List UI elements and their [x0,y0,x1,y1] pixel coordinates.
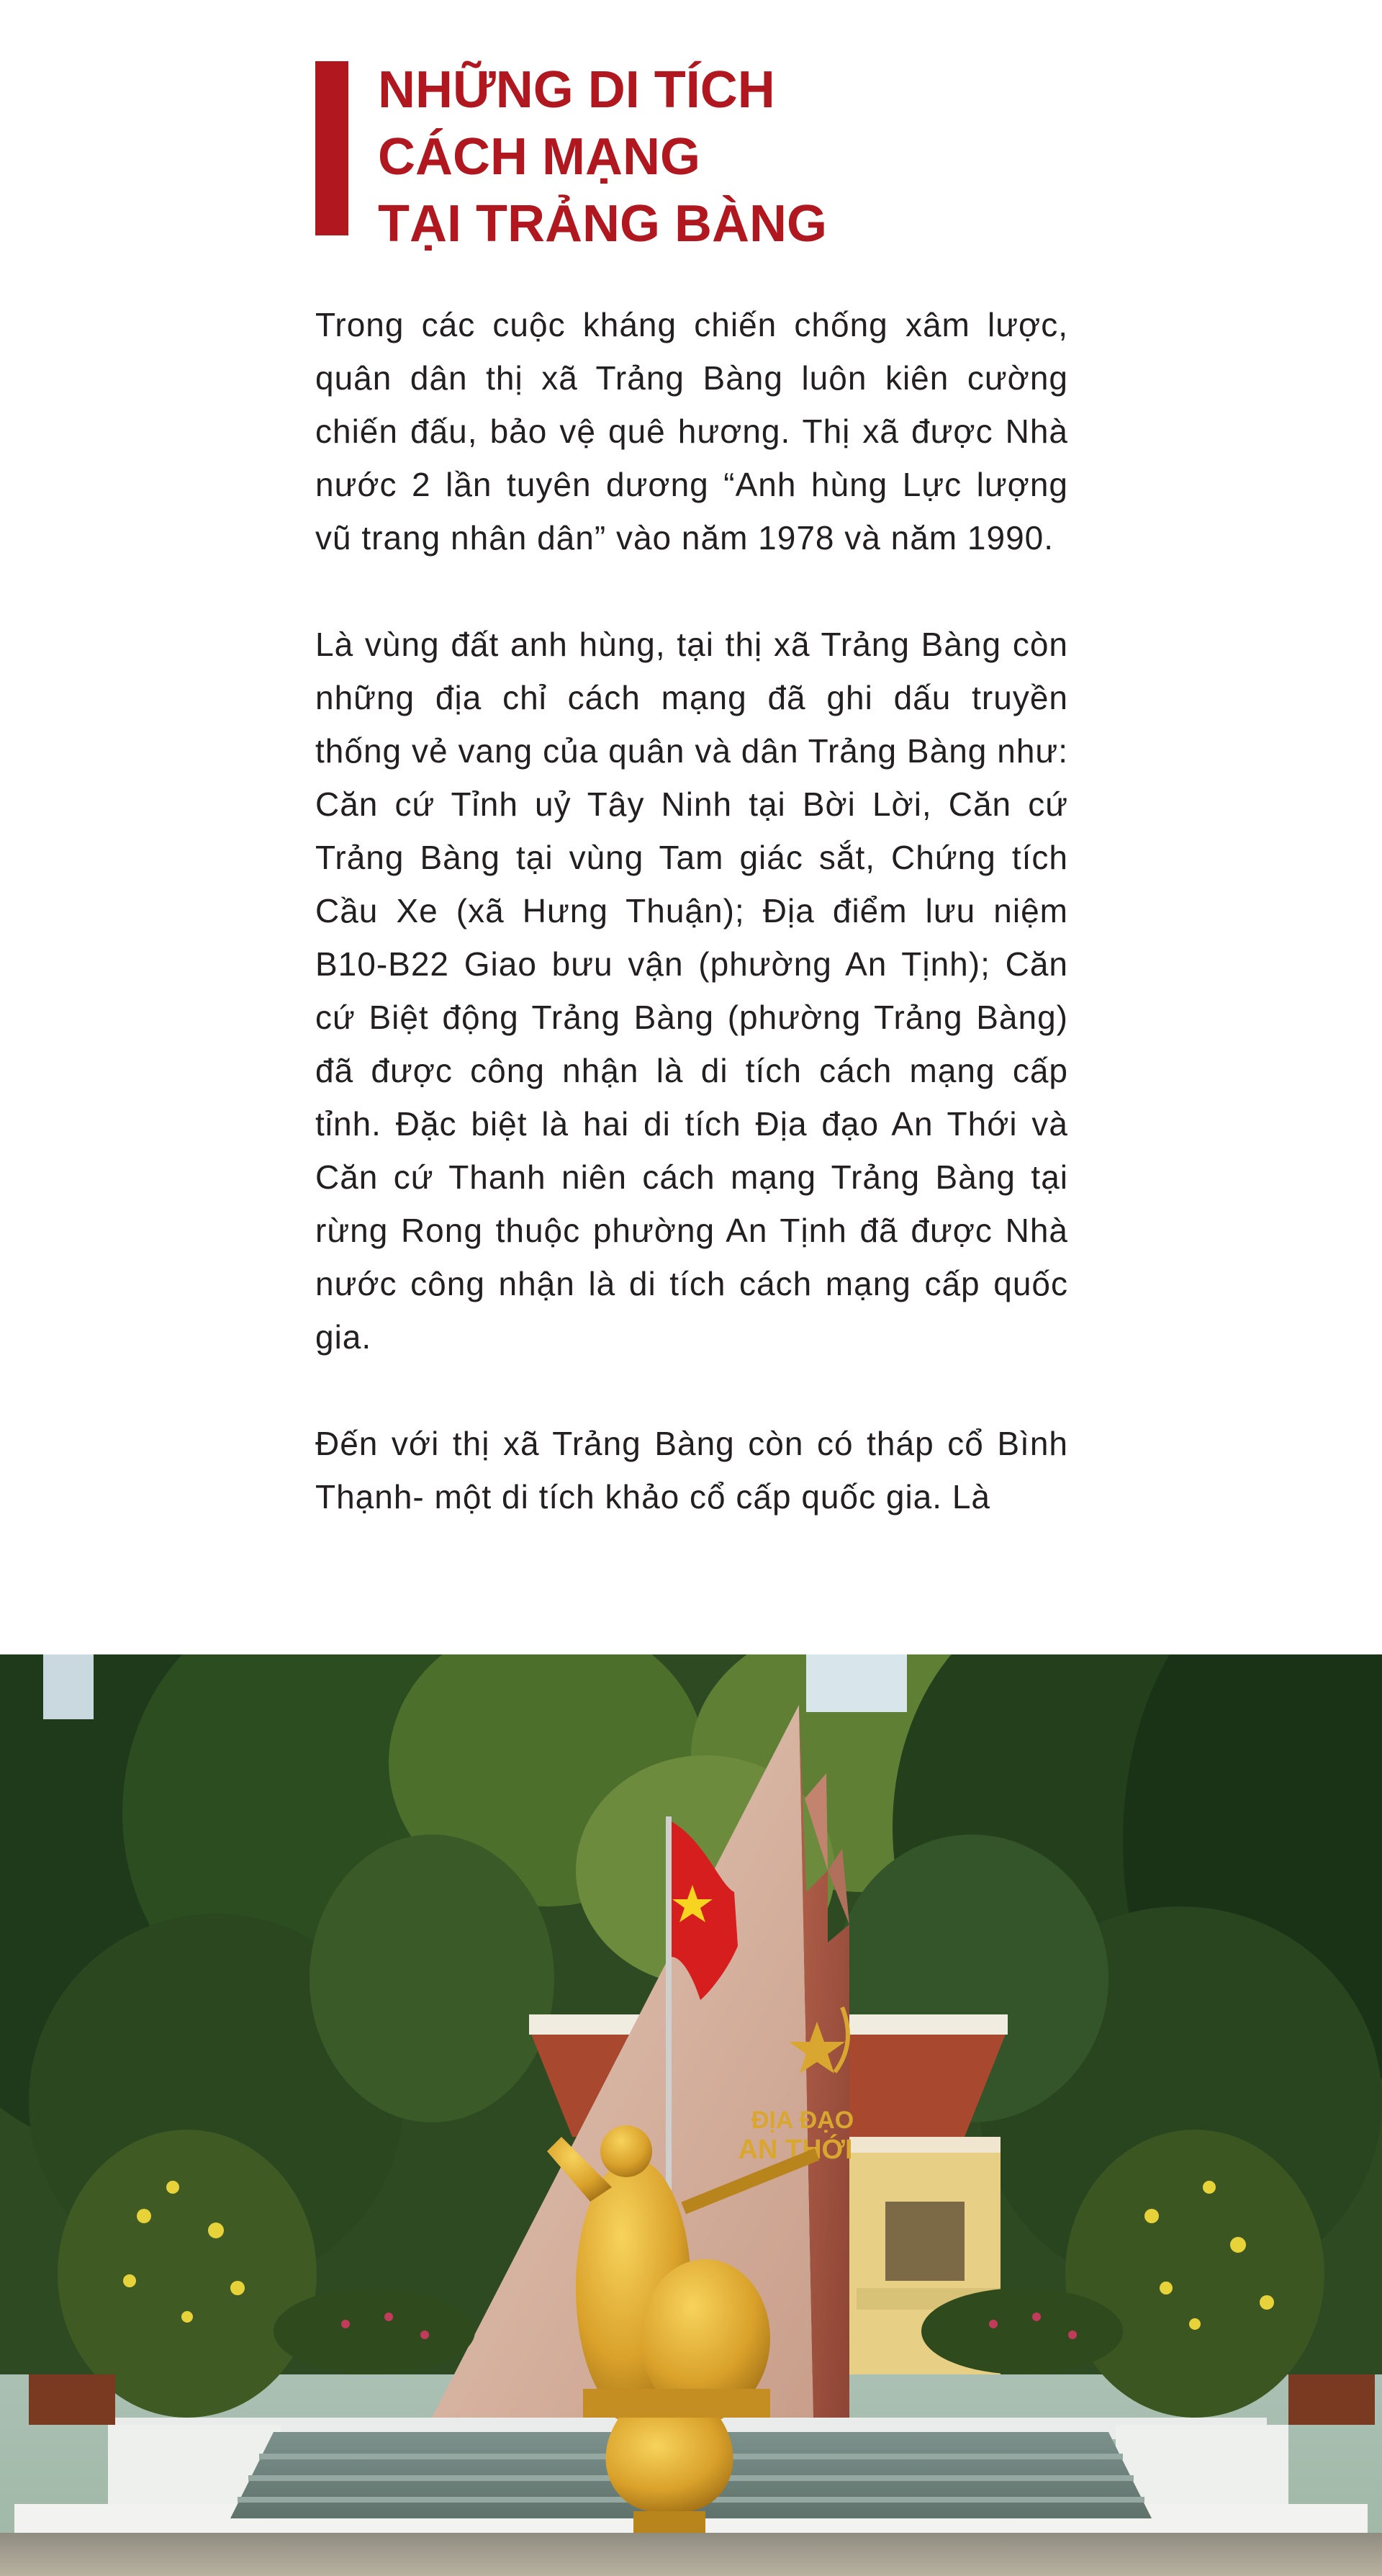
paragraph-1: Trong các cuộc kháng chiến chống xâm lược, quân dân thị xã Trảng Bàng luôn kiên cường chiến đấu, bảo vệ quê hương. Thị xã được Nhà nước 2 lần tuyên dương “Anh hùng Lực lượng vũ trang nhân dân” vào năm 1978 và năm 1990. [315,306,1068,557]
ground [0,2533,1382,2576]
monument-sign-line2: AN THỚI [738,2135,853,2165]
page-title: NHỮNG DI TÍCH CÁCH MẠNG TẠI TRẢNG BÀNG [378,61,827,253]
monument-sign-line1: ĐỊA ĐẠO [751,2107,854,2134]
monument-photo [0,1654,1382,2576]
paragraph-2: Là vùng đất anh hùng, tại thị xã Trảng Bàng còn những địa chỉ cách mạng đã ghi dấu truyền thống vẻ vang của quân và dân Trảng Bàng như: Căn cứ Tỉnh uỷ Tây Ninh tại Bời Lời, Căn cứ Trảng Bàng tại vùng Tam giác sắt, Chứng tích Cầu Xe (xã Hưng Thuận); Địa điểm lưu niệm B10-B22 Giao bưu vận (phường An Tịnh); Căn cứ Biệt động Trảng Bàng (phường Trảng Bàng) đã được công nhận là di tích cách mạng cấp tỉnh. Đặc biệt là hai di tích Địa đạo An Thới và Căn cứ Thanh niên cách mạng Trảng Bàng tại rừng Rong thuộc phường An Tịnh đã được Nhà nước công nhận là di tích cách mạng cấp quốc gia. [315,626,1068,1356]
title-accent-bar [315,61,348,235]
article-body [315,298,1068,1577]
paragraph-3: Đến với thị xã Trảng Bàng còn có tháp cổ Bình Thạnh- một di tích khảo cổ cấp quốc gia. Là [315,1425,1068,1516]
title-block [315,61,1078,253]
